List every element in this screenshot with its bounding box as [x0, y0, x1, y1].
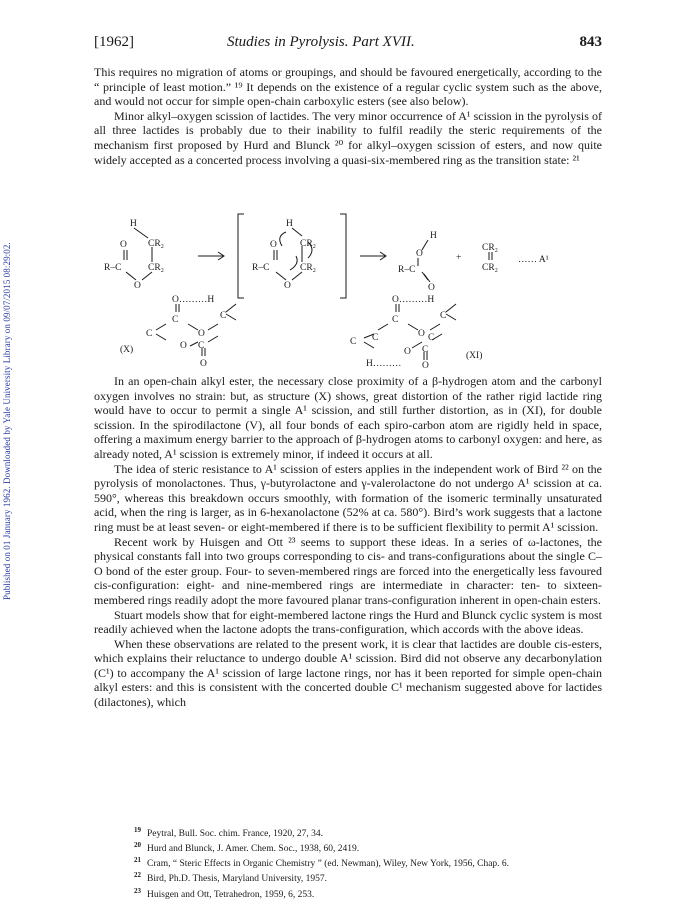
page-number: 843	[579, 34, 602, 50]
paragraph: When these observations are related to the present work, it is clear that lactides are double cis-esters, which explains their reluctance to undergo double A¹ scission. Bird did not observe any decarbonylation (C¹) to accompany the A¹ scission of large lactone rings, nor has it been reported for simple open-chain alkyl esters: and this is consistent with the concerted double C¹ mechanism suggested above for lactides (dilactones), which	[94, 636, 602, 710]
atom-label: C	[220, 311, 227, 321]
body-text-bottom	[94, 374, 602, 710]
atom-label: O	[428, 283, 435, 293]
atom-label: CR₂	[482, 243, 498, 253]
running-header	[94, 34, 602, 54]
atom-label: C	[350, 337, 357, 347]
atom-label: O	[284, 281, 291, 291]
footnote: $^{20}$ Hurd and Blunck, J. Amer. Chem. Soc., 1938, 60, 2419.	[134, 841, 360, 855]
bond-line	[292, 272, 302, 280]
footnote: $^{23}$ Huisgen and Ott, Tetrahedron, 1959, 6, 253.	[134, 886, 315, 900]
atom-label: O	[134, 281, 141, 291]
atom-label: C	[440, 311, 447, 321]
paragraph: In an open-chain alkyl ester, the necessary close proximity of a β-hydrogen atom and the carbonyl oxygen involves no strain: but, as structure (X) shows, great distortion of the rather rigid lactide ring would have to occur to permit a single A¹ scission, and still further distortion, as in (XI), for double scission. In the spirodilactone (V), all four bonds of each spiro-carbon atom are rigidly held in space, offering a maximum energy barrier to the approach of β-hydrogen atoms to carbonyl oxygen: and here, as already noted, A¹ scission is extremely minor, if indeed it occurs at all.	[94, 374, 602, 461]
scheme-figure	[94, 200, 602, 370]
plus-sign: +	[456, 253, 462, 263]
atom-label: R–C	[252, 263, 270, 273]
atom-label: O	[180, 341, 187, 351]
header-year: [1962]	[94, 34, 134, 50]
bond-line	[142, 272, 152, 280]
footnote: $^{22}$ Bird, Ph.D. Thesis, Maryland University, 1957.	[134, 871, 327, 885]
atom-label: CR₂	[300, 263, 316, 273]
bond-line	[190, 342, 198, 346]
bond-line	[412, 342, 422, 348]
bond-line	[424, 274, 430, 282]
bond-line	[446, 304, 456, 312]
atom-label: CR₂	[148, 239, 164, 249]
bond-line	[408, 324, 418, 330]
scission-label: …… A¹	[518, 255, 549, 265]
atom-label: H	[430, 231, 437, 241]
paragraph: Recent work by Huisgen and Ott ²³ seems to support these ideas. In a series of ω-lactones, the physical constants fall into two groups corresponding to cis- and trans-configurations about the single C–O bond of the ester group. Four- to seven-membered rings are forced into the energetically less favoured cis-configuration: eight- and nine-membered rings are intermediate in character: ten- to sixteen-membered rings readily adopt the more favoured planar trans-configuration inherent in open-chain esters.	[94, 534, 602, 607]
atom-label: H………	[366, 359, 402, 369]
bond-line	[156, 334, 166, 340]
atom-label: C	[172, 315, 179, 325]
atom-label: C	[422, 345, 429, 355]
atom-label: CR₂	[148, 263, 164, 273]
footnote: $^{21}$ Cram, “ Steric Effects in Organic Chemistry ” (ed. Newman), Wiley, New York, 1956, Chap. 6.	[134, 856, 510, 870]
paragraph: The idea of steric resistance to A¹ scission of esters applies in the independent work of Bird ²² on the pyrolysis of monolactones. Thus, γ-butyrolactone and γ-valerolactone do not undergo A¹ scission at ca. 590°, whereas this breakdown occurs smoothly, with formation of the isomeric terminally unsaturated acid, when the ring is larger, as in 6-hexanolactone (52% at ca. 580°). Bird’s work suggests that a lactone ring must be at least seven- or eight-membered if there is to be sufficient flexibility to permit A¹ scission.	[94, 461, 602, 534]
atom-label: C	[392, 315, 399, 325]
bond-line	[126, 272, 136, 280]
atom-label: O	[120, 240, 127, 250]
paragraph: Minor alkyl–oxygen scission of lactides. The very minor occurrence of A¹ scission in the pyrolysis of all three lactides is probably due to their inability to fulfil readily the steric requirements of the mechanism first proposed by Hurd and Blunck ²⁰ for alkyl–oxygen scission of esters, and now quite widely accepted as a concerted process involving a quasi-six-membered ring as the transition state: ²¹	[94, 108, 602, 167]
bond-line	[446, 314, 456, 320]
atom-label: C	[198, 341, 205, 351]
electron-arrow	[290, 256, 297, 270]
bond-line	[134, 228, 148, 238]
atom-label: C	[372, 333, 379, 343]
atom-label: O	[270, 240, 277, 250]
bond-line	[226, 314, 236, 320]
atom-label: O	[416, 249, 423, 259]
footnotes	[134, 825, 604, 901]
atom-label: O	[404, 347, 411, 357]
bond-line	[208, 324, 218, 330]
bond-line	[156, 324, 166, 330]
electron-arrow	[280, 232, 286, 246]
structure-label-x: (X)	[120, 345, 134, 355]
header-title: Studies in Pyrolysis. Part XVII.	[227, 34, 415, 50]
atom-label: O………H	[172, 295, 215, 305]
atom-label: O………H	[392, 295, 435, 305]
atom-label: R–C	[104, 263, 122, 273]
bracket	[238, 214, 244, 298]
atom-label: H	[286, 219, 293, 229]
bond-line	[188, 324, 198, 330]
footnote: $^{19}$ Peytral, Bull. Soc. chim. France, 1920, 27, 34.	[134, 826, 323, 840]
download-notice: Published on 01 January 1962. Downloaded by Yale University Library on 09/07/2015 08:29:02.	[2, 242, 12, 600]
bracket	[340, 214, 346, 298]
atom-label: CR₂	[300, 239, 316, 249]
atom-label: C	[428, 333, 435, 343]
atom-label: O	[198, 329, 205, 339]
bond-line	[276, 272, 286, 280]
bond-line	[208, 336, 218, 342]
atom-label: O	[422, 361, 429, 370]
bond-line	[292, 228, 302, 236]
paragraph: This requires no migration of atoms or groupings, and should be favoured energetically, according to the “ principle of least motion.” ¹⁹ It depends on the existence of a regular cyclic system such as the above, and would not occur for simple open-chain carboxylic esters (see also below).	[94, 65, 602, 109]
structure-label-xi: (XI)	[466, 351, 483, 361]
reaction-scheme	[94, 200, 602, 370]
atom-label: O	[418, 329, 425, 339]
atom-label: C	[146, 329, 153, 339]
bond-line	[422, 240, 428, 250]
atom-label: CR₂	[482, 263, 498, 273]
atom-label: R–C	[398, 265, 416, 275]
bond-line	[430, 324, 440, 330]
paragraph: Stuart models show that for eight-membered lactone rings the Hurd and Blunck cyclic system is most readily achieved when the lactone adopts the trans-configuration, which accords with the above ideas.	[94, 607, 602, 637]
atom-label: H	[130, 219, 137, 229]
atom-label: O	[200, 359, 207, 369]
bond-line	[378, 324, 388, 330]
bond-line	[226, 304, 236, 312]
body-text-top	[94, 65, 602, 167]
